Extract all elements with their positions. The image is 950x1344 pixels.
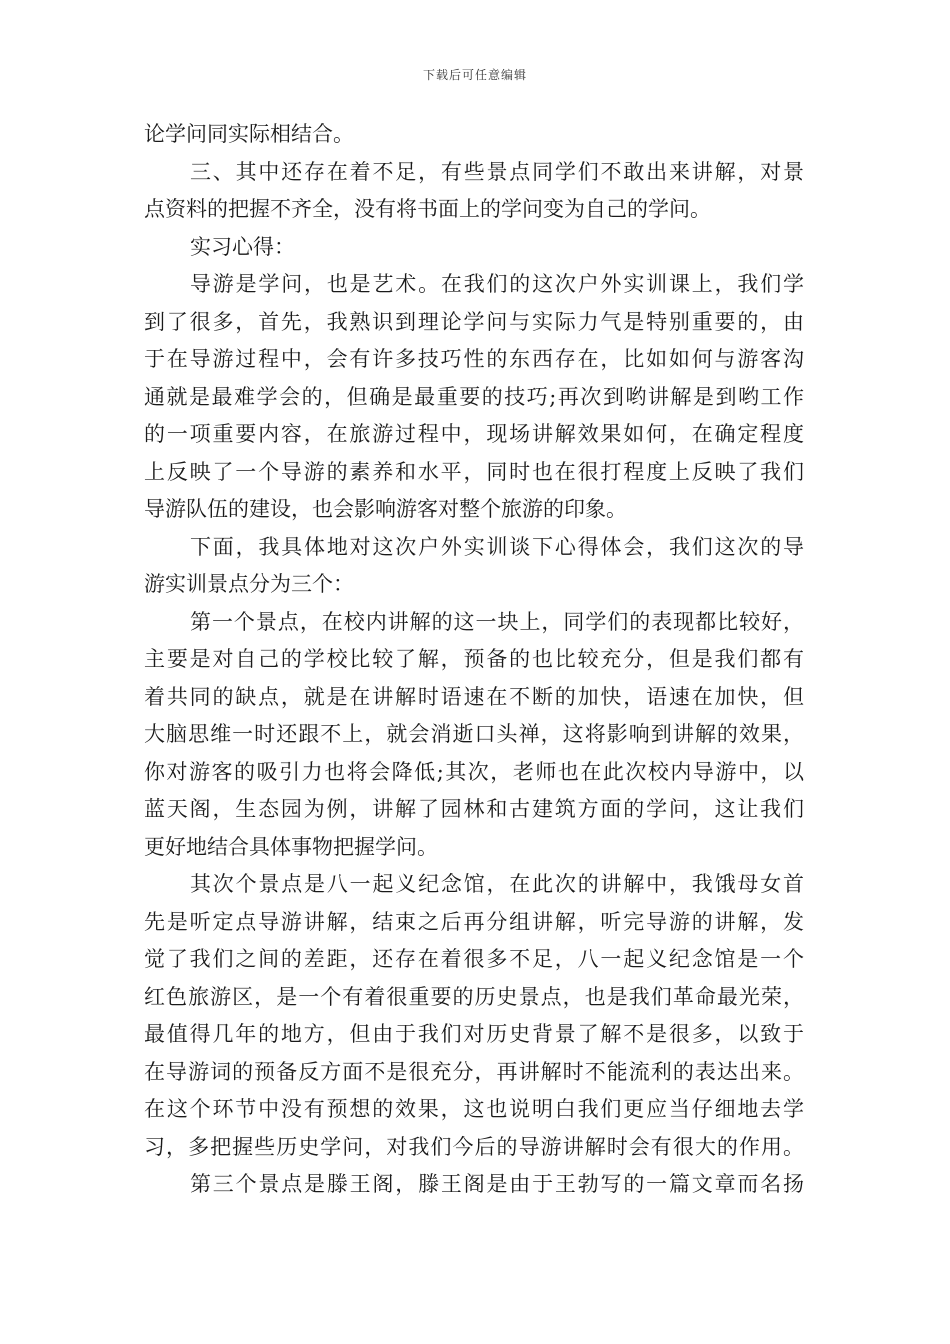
text-line: 到了很多，首先，我熟识到理论学问与实际力气是特别重要的，由 <box>144 309 804 334</box>
text-line: 你对游客的吸引力也将会降低;其次，老师也在此次校内导游中，以 <box>144 759 804 784</box>
text-line: 红色旅游区，是一个有着很重要的历史景点，也是我们革命最光荣， <box>144 984 804 1009</box>
text-line: 三、其中还存在着不足，有些景点同学们不敢出来讲解，对景 <box>190 159 804 184</box>
body-text <box>144 116 804 1204</box>
text-line: 着共同的缺点，就是在讲解时语速在不断的加快，语速在加快，但 <box>144 684 804 709</box>
text-line: 游实训景点分为三个： <box>144 572 354 596</box>
text-line: 先是听定点导游讲解，结束之后再分组讲解，听完导游的讲解，发 <box>144 909 804 934</box>
text-line: 通就是最难学会的，但确是最重要的技巧;再次到哟讲解是到哟工作 <box>144 384 804 409</box>
text-line: 点资料的把握不齐全，没有将书面上的学问变为自己的学问。 <box>144 197 711 221</box>
text-line: 大脑思维一时还跟不上，就会消逝口头禅，这将影响到讲解的效果， <box>144 722 804 746</box>
text-line: 主要是对自己的学校比较了解，预备的也比较充分，但是我们都有 <box>144 647 804 671</box>
page-header: 下载后可任意编辑 <box>422 68 527 82</box>
text-line: 第三个景点是滕王阁，滕王阁是由于王勃写的一篇文章而名扬 <box>190 1172 804 1196</box>
text-line: 蓝天阁，生态园为例，讲解了园林和古建筑方面的学问，这让我们 <box>144 797 804 821</box>
text-line: 更好地结合具体事物把握学问。 <box>144 834 438 859</box>
text-line: 实习心得： <box>190 234 295 259</box>
text-line: 习，多把握些历史学问，对我们今后的导游讲解时会有很大的作用。 <box>144 1134 804 1159</box>
text-line: 的一项重要内容，在旅游过程中，现场讲解效果如何，在确定程度 <box>144 422 804 446</box>
text-line: 于在导游过程中，会有许多技巧性的东西存在，比如如何与游客沟 <box>144 347 804 371</box>
text-line: 上反映了一个导游的素养和水平，同时也在很打程度上反映了我们 <box>144 459 804 484</box>
text-line: 论学问同实际相结合。 <box>144 122 354 146</box>
text-line: 导游队伍的建设，也会影响游客对整个旅游的印象。 <box>144 497 627 521</box>
text-line: 第一个景点，在校内讲解的这一块上，同学们的表现都比较好， <box>190 609 804 634</box>
text-line: 导游是学问，也是艺术。在我们的这次户外实训课上，我们学 <box>190 272 804 296</box>
text-line: 最值得几年的地方，但由于我们对历史背景了解不是很多，以致于 <box>144 1022 804 1046</box>
text-line: 在导游词的预备反方面不是很充分，再讲解时不能流利的表达出来。 <box>144 1059 804 1084</box>
text-line: 其次个景点是八一起义纪念馆，在此次的讲解中，我饿母女首 <box>190 872 804 896</box>
text-line: 觉了我们之间的差距，还存在着很多不足，八一起义纪念馆是一个 <box>144 947 804 971</box>
text-line: 在这个环节中没有预想的效果，这也说明白我们更应当仔细地去学 <box>144 1097 804 1121</box>
text-line: 下面，我具体地对这次户外实训谈下心得体会，我们这次的导 <box>190 534 804 559</box>
